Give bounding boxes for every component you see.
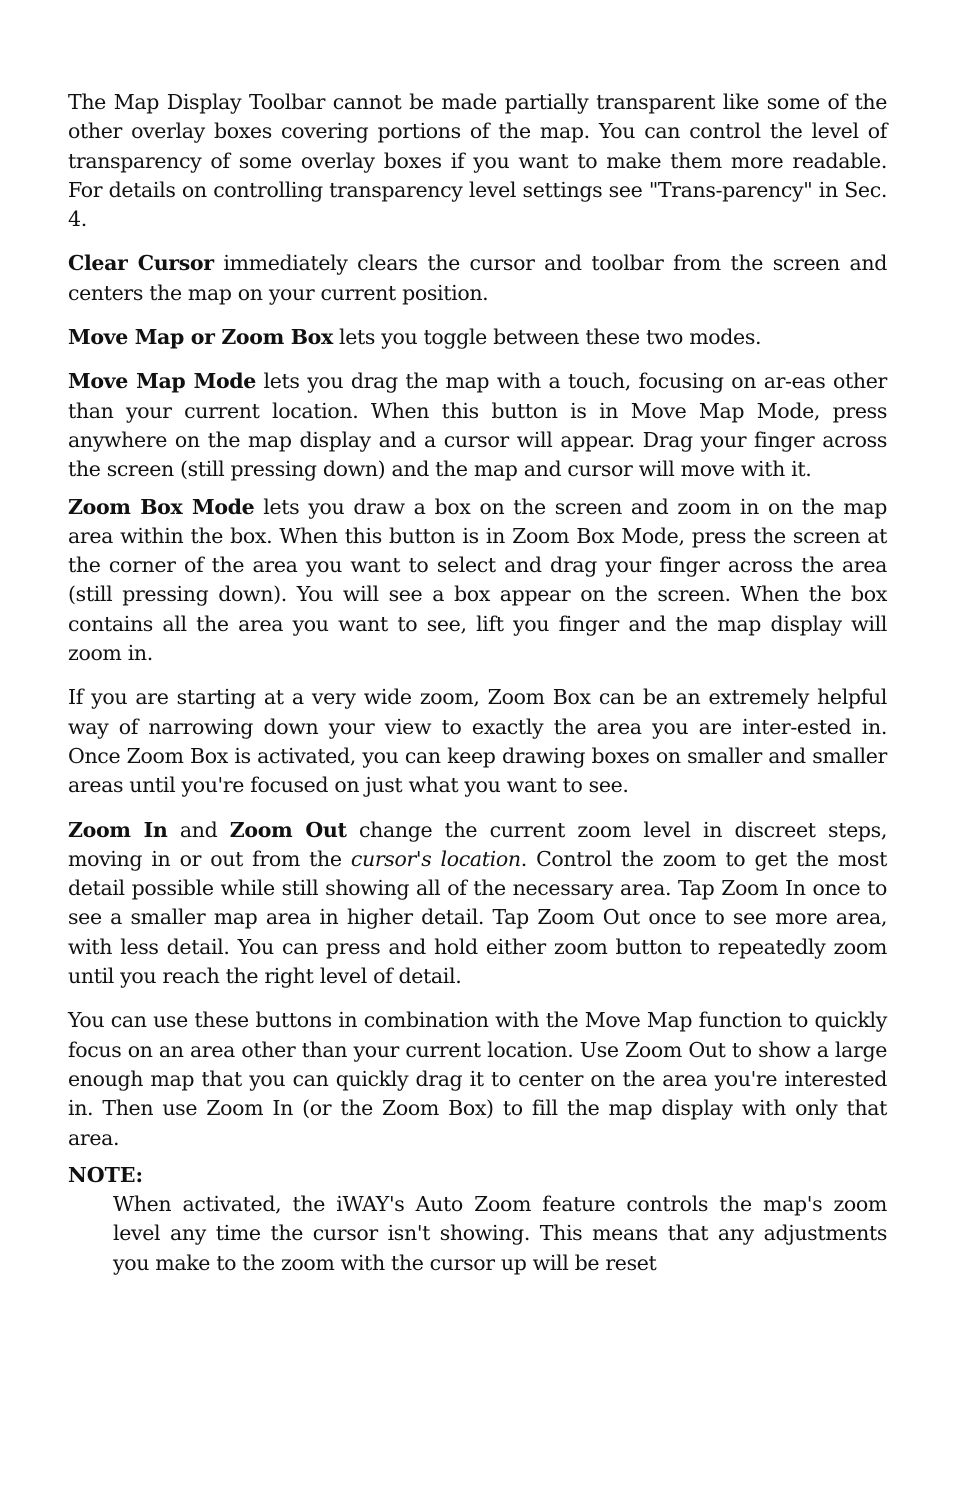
move-map-term: Move Map Mode xyxy=(68,369,256,394)
wide-zoom-paragraph: If you are starting at a very wide zoom, Zoom Box can be an extremely helpful way of narrowing down your view to exactly the area you are inter-ested in. Once Zoom Box is activated, you can keep drawing boxes on smaller and smaller areas until you're focused on just what you want to see. xyxy=(68,685,887,798)
zoom-text-a: change the current zoom level in discreet steps, moving in or out from the xyxy=(68,817,887,871)
clear-cursor-term: Clear Cursor xyxy=(68,251,214,276)
move-map-text: lets you drag the map with a touch, focusing on ar-eas other than your current location. When this button is in Move Map Mode, press anywhere on the map display and a cursor will appear. Drag your finger across the screen (still pressing down) and the map and cursor will move with it. xyxy=(68,369,887,482)
note-heading: NOTE: xyxy=(68,1162,144,1187)
cursor-location-emphasis: cursor's location xyxy=(350,846,521,871)
move-zoom-text: lets you toggle between these two modes. xyxy=(332,325,762,350)
zoom-box-mode-paragraph xyxy=(68,493,887,669)
transparency-paragraph: The Map Display Toolbar cannot be made partially transparent like some of the other overlay boxes covering portions of the map. You can control the level of transparency of some overlay boxes if you want to make them more readable. For details on controlling transparency level settings see "Trans-parency" in Sec. 4. xyxy=(68,90,887,232)
zoom-in-out-paragraph xyxy=(68,816,887,992)
zoom-text-b: . Control the zoom to get the most detail possible while still showing all of the necessary area. Tap Zoom In once to see a smaller map area in higher detail. Tap Zoom Out once to see more area, with less detail. You can press and hold either zoom button to repeatedly zoom until you reach the right level of detail. xyxy=(68,846,887,989)
clear-cursor-text: immediately clears the cursor and toolbar from the screen and centers the map on your current position. xyxy=(68,251,887,305)
move-zoom-term: Move Map or Zoom Box xyxy=(68,325,333,350)
move-map-mode-paragraph xyxy=(68,367,887,484)
zoom-box-text: lets you draw a box on the screen and zoom in on the map area within the box. When this button is in Zoom Box Mode, press the screen at the corner of the area you want to select and drag your finger across the area (still pressing down). You will see a box appear on the screen. When the box contains all the area you want to see, lift you finger and the map display will zoom in. xyxy=(68,494,887,666)
note-body: When activated, the iWAY's Auto Zoom feature controls the map's zoom level any time the cursor isn't showing. This means that any adjustments you make to the zoom with the cursor up will be reset xyxy=(113,1192,887,1275)
document-page xyxy=(68,88,887,1278)
zoom-out-term: Zoom Out xyxy=(229,817,347,842)
clear-cursor-paragraph xyxy=(68,249,887,308)
zoom-box-term: Zoom Box Mode xyxy=(68,494,255,519)
zoom-in-term: Zoom In xyxy=(68,817,168,842)
and-word: and xyxy=(167,817,230,842)
move-zoom-toggle-paragraph xyxy=(68,323,887,352)
combination-paragraph: You can use these buttons in combination with the Move Map function to quickly focus on an area other than your current location. Use Zoom Out to show a large enough map that you can quickly drag it to center on the area you're interested in. Then use Zoom In (or the Zoom Box) to fill the map display with only that area. xyxy=(68,1008,887,1150)
